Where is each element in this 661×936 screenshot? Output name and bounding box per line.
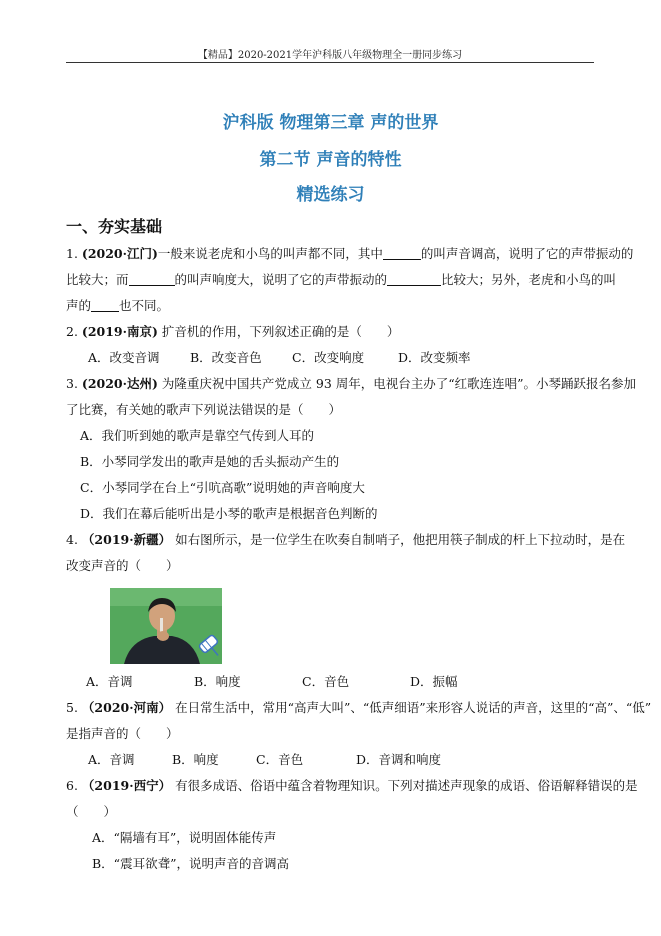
q2-source: (2019·南京) [81, 324, 158, 339]
q4-option-b[interactable]: B．响度 [194, 674, 241, 689]
q1-blank-1[interactable] [383, 247, 421, 260]
whistle-icon [198, 632, 224, 662]
q4-option-a[interactable]: A．音调 [86, 674, 133, 689]
q6-number: 6. [66, 778, 78, 793]
q1-number: 1. [66, 246, 78, 261]
q4-option-c[interactable]: C．音色 [302, 674, 350, 689]
q6-option-b[interactable]: B．“震耳欲聋”，说明声音的音调高 [92, 856, 289, 871]
q1-line2 [66, 270, 616, 288]
q1-text: 也不同。 [119, 298, 170, 313]
q1-text: 声的 [66, 298, 92, 313]
q4-line1 [66, 530, 625, 548]
q1-blank-3[interactable] [387, 273, 441, 286]
q1-blank-4[interactable] [91, 299, 119, 312]
page-header: 【精品】2020-2021学年沪科版八年级物理全一册同步练习 [197, 50, 463, 61]
main-title: 沪科版 物理第三章 声的世界 [222, 113, 439, 133]
q3-source: (2020·达州) [81, 376, 158, 391]
q6-line2: （ ） [66, 804, 117, 819]
q2-number: 2. [66, 324, 78, 339]
q6-line1 [66, 776, 638, 794]
q2-option-c[interactable]: C．改变响度 [292, 350, 365, 365]
q1-text: 一般来说老虎和小鸟的叫声都不同，其中 [157, 246, 383, 261]
q5-line2: 是指声音的（ ） [66, 726, 179, 741]
sub-title: 精选练习 [296, 185, 365, 205]
q5-option-d[interactable]: D．音调和响度 [356, 752, 442, 767]
q2-option-d[interactable]: D．改变频率 [398, 350, 471, 365]
q4-line2: 改变声音的（ ） [66, 558, 179, 573]
q3-text: 为隆重庆祝中国共产党成立 93 周年，电视台主办了“红歌连连唱”。小琴踊跃报名参加 [161, 376, 637, 391]
q3-option-c[interactable]: C．小琴同学在台上“引吭高歌”说明她的声音响度大 [80, 480, 365, 495]
q4-text: 如右图所示，是一位学生在吹奏自制哨子，他把用筷子制成的杆上下拉动时，是在 [175, 532, 626, 547]
q4-number: 4. [66, 532, 78, 547]
q3-option-b[interactable]: B．小琴同学发出的歌声是她的舌头振动产生的 [80, 454, 340, 469]
q5-number: 5. [66, 700, 78, 715]
q3-option-a[interactable]: A．我们听到她的歌声是靠空气传到人耳的 [80, 428, 315, 443]
q5-line1 [66, 698, 651, 716]
q2-text: 扩音机的作用，下列叙述正确的是（ ） [161, 324, 400, 339]
q3-number: 3. [66, 376, 78, 391]
q1-source: (2020·江门) [81, 246, 158, 261]
q3-option-d[interactable]: D．我们在幕后能听出是小琴的歌声是根据音色判断的 [80, 506, 378, 521]
q6-source: （2019·西宁） [81, 778, 172, 793]
q1-text: 比较大；另外，老虎和小鸟的叫 [441, 272, 617, 287]
q6-option-a[interactable]: A．“隔墙有耳”，说明固体能传声 [92, 830, 277, 845]
q6-text: 有很多成语、俗语中蕴含着物理知识。下列对描述声现象的成语、俗语解释错误的是 [175, 778, 638, 793]
section-title: 第二节 声音的特性 [259, 150, 402, 170]
q5-option-a[interactable]: A．音调 [88, 752, 135, 767]
q5-source: （2020·河南） [81, 700, 172, 715]
section-heading: 一、夯实基础 [66, 217, 163, 236]
header-rule [66, 62, 594, 63]
q3-line1 [66, 374, 636, 392]
q1-text: 的叫声音调高，说明了它的声带振动的 [420, 246, 634, 261]
q1-line3 [66, 296, 169, 314]
q5-text: 在日常生活中，常用“高声大叫”、“低声细语”来形容人说话的声音，这里的“高”、“低” [175, 700, 652, 715]
q5-option-c[interactable]: C．音色 [256, 752, 304, 767]
q5-option-b[interactable]: B．响度 [172, 752, 219, 767]
q1-blank-2[interactable] [129, 273, 175, 286]
q2-stem [66, 322, 399, 340]
q2-option-b[interactable]: B．改变音色 [190, 350, 262, 365]
q3-line2: 了比赛，有关她的歌声下列说法错误的是（ ） [66, 402, 342, 417]
q1-line1 [66, 244, 633, 262]
q4-source: （2019·新疆） [81, 532, 172, 547]
q1-text: 的叫声响度大，说明了它的声带振动的 [174, 272, 388, 287]
q2-option-a[interactable]: A．改变音调 [88, 350, 160, 365]
q4-option-d[interactable]: D．振幅 [410, 674, 458, 689]
q1-text: 比较大；而 [66, 272, 129, 287]
